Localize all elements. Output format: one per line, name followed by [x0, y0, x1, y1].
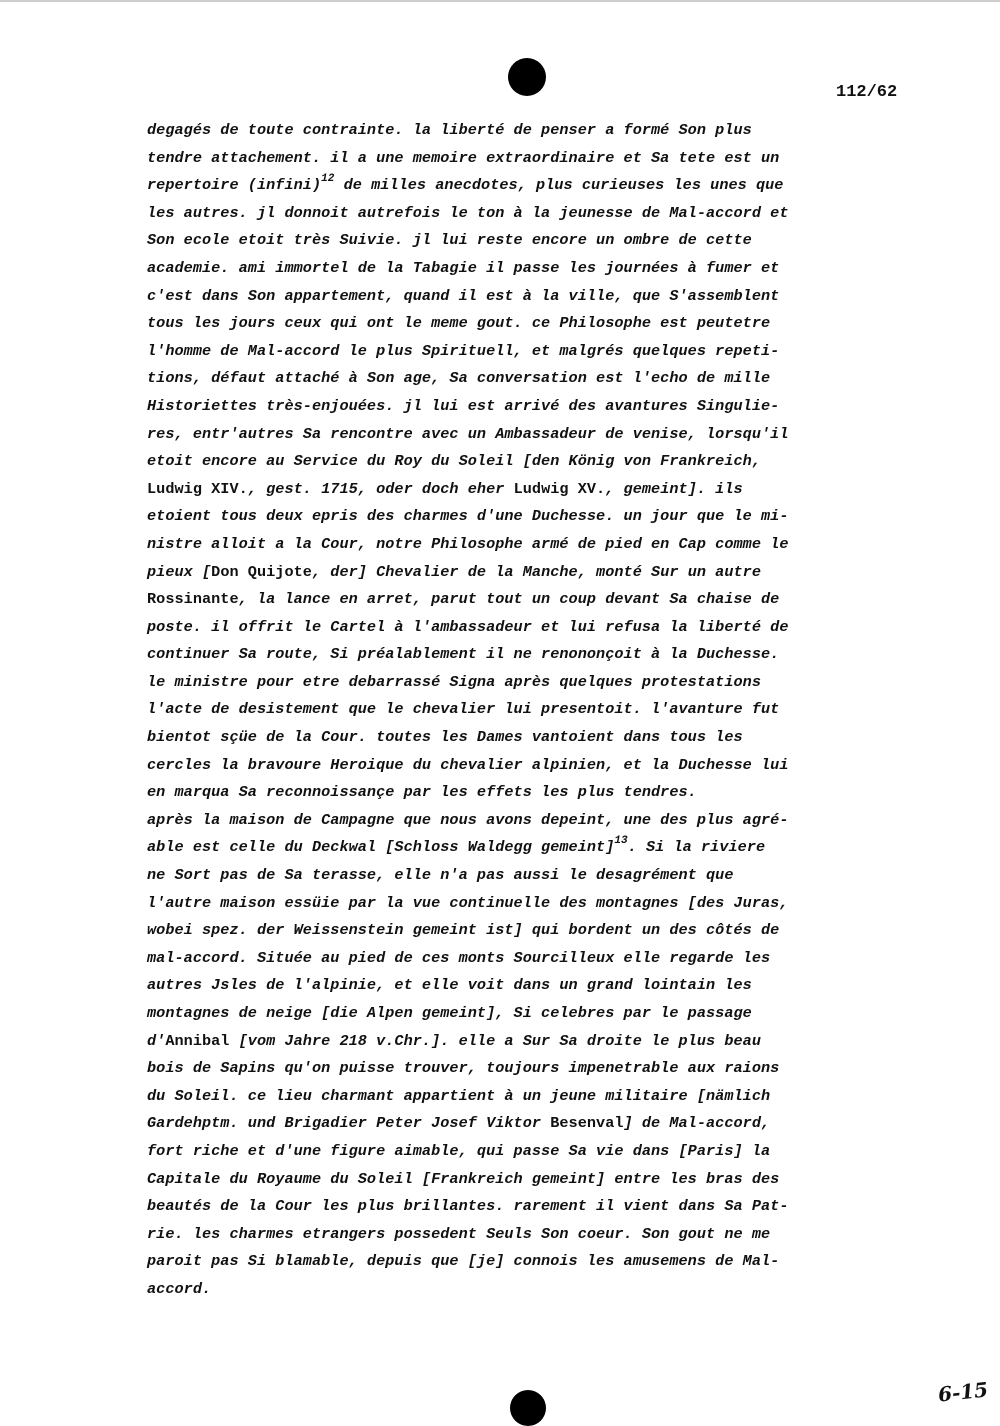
text-segment: Son ecole etoit très Suivie. jl lui reste encore un ombre de cette [147, 231, 752, 250]
text-segment: pieux [ [147, 562, 212, 581]
text-segment: wobei spez. der Weissenstein gemeint ist] qui bordent un des côtés de [147, 921, 780, 940]
text-line [147, 862, 917, 890]
text-line [147, 917, 917, 945]
text-line [147, 117, 917, 145]
text-segment: rie. les charmes etrangers possedent Seuls Son coeur. Son gout ne me [147, 1224, 771, 1243]
text-line [147, 559, 917, 587]
text-line [147, 255, 917, 283]
text-line [147, 724, 917, 752]
text-segment: [vom Jahre 218 v.Chr.]. elle a Sur Sa droite le plus beau [229, 1031, 761, 1050]
text-line [147, 503, 917, 531]
text-line [147, 1055, 917, 1083]
text-segment: l'homme de Mal-accord le plus Spirituell, et malgrés quelques repeti- [147, 341, 780, 360]
text-line [147, 972, 917, 1000]
text-segment: accord. [147, 1279, 212, 1298]
text-segment: , la lance en arret, parut tout un coup devant Sa chaise de [238, 590, 780, 609]
text-segment: l'acte de desistement que le chevalier lui presentoit. l'avanture fut [147, 700, 780, 719]
page-top-edge [0, 0, 1000, 2]
text-segment: , gemeint]. ils [605, 479, 743, 498]
text-line [147, 448, 917, 476]
text-segment: , gest. 1715, oder doch eher [247, 479, 514, 498]
text-line [147, 834, 917, 862]
text-segment: repertoire (infini) [147, 176, 322, 195]
text-line [147, 1193, 917, 1221]
text-line [147, 283, 917, 311]
text-segment: l'autre maison essüie par la vue continuelle des montagnes [des Juras, [147, 893, 789, 912]
text-segment: tions, défaut attaché à Son age, Sa conversation est l'echo de mille [147, 369, 771, 388]
text-line [147, 779, 917, 807]
text-segment: Historiettes très-enjouées. jl lui est arrivé des avantures Singulie- [147, 396, 780, 415]
text-line [147, 1028, 917, 1056]
text-line [147, 696, 917, 724]
text-segment: autres Jsles de l'alpinie, et elle voit dans un grand lointain les [147, 976, 752, 995]
bold-name: Besenval [550, 1114, 624, 1133]
text-segment: continuer Sa route, Si préalablement il ne renononçoit à la Duchesse. [147, 645, 780, 664]
text-line [147, 752, 917, 780]
text-segment: montagnes de neige [die Alpen gemeint], Si celebres par le passage [147, 1004, 752, 1022]
bold-name: Rossinante [147, 590, 239, 609]
text-segment: bois de Sapins qu'on puisse trouver, toujours impenetrable aux raions [147, 1059, 780, 1078]
text-line [147, 807, 917, 835]
text-line [147, 1000, 917, 1028]
text-line [147, 393, 917, 421]
text-line [147, 227, 917, 255]
text-line [147, 421, 917, 449]
text-line [147, 614, 917, 642]
text-segment: res, entr'autres Sa rencontre avec un Ambassadeur de venise, lorsqu'il [147, 424, 789, 443]
punch-hole-bottom [510, 1390, 546, 1426]
text-segment: ] de Mal-accord, [623, 1114, 771, 1133]
text-segment: tous les jours ceux qui ont le meme gout. ce Philosophe est peutetre [147, 314, 771, 333]
punch-hole-top [508, 58, 546, 96]
text-segment: beautés de la Cour les plus brillantes. rarement il vient dans Sa Pat- [147, 1197, 789, 1216]
text-segment: academie. ami immortel de la Tabagie il passe les journées à fumer et [147, 258, 780, 277]
text-line [147, 945, 917, 973]
text-line [147, 476, 917, 504]
text-line [147, 669, 917, 697]
bold-name: Don Quijote [211, 562, 312, 581]
text-line [147, 1083, 917, 1111]
text-line [147, 1248, 917, 1276]
text-segment: nistre alloit a la Cour, notre Philosophe armé de pied en Cap comme le [147, 534, 789, 553]
text-line [147, 1166, 917, 1194]
text-segment: poste. il offrit le Cartel à l'ambassadeur et lui refusa la liberté de [147, 617, 789, 636]
text-segment: degagés de toute contrainte. la liberté de penser a formé Son plus [147, 121, 752, 139]
text-line [147, 1138, 917, 1166]
text-segment: bientot sçüe de la Cour. toutes les Dames vantoient dans tous les [147, 728, 743, 747]
text-segment: Gardehptm. und Brigadier Peter Josef Viktor [147, 1114, 551, 1133]
text-line [147, 365, 917, 393]
text-line [147, 338, 917, 366]
text-line [147, 1276, 917, 1304]
text-segment: Capitale du Royaume du Soleil [Frankreich gemeint] entre les bras des [147, 1169, 780, 1188]
text-segment: etoit encore au Service du Roy du Soleil [den König von Frankreich, [147, 452, 761, 471]
text-segment: fort riche et d'une figure aimable, qui passe Sa vie dans [Paris] la [147, 1141, 771, 1160]
text-segment: les autres. jl donnoit autrefois le ton à la jeunesse de Mal-accord et [147, 203, 789, 222]
text-segment: tendre attachement. il a une memoire extraordinaire et Sa tete est un [147, 148, 780, 167]
text-line [147, 145, 917, 173]
text-segment: cercles la bravoure Heroique du chevalier alpinien, et la Duchesse lui [147, 755, 789, 774]
text-line [147, 310, 917, 338]
bold-name: Annibal [165, 1031, 230, 1050]
text-segment: mal-accord. Située au pied de ces monts Sourcilleux elle regarde les [147, 948, 771, 967]
text-segment: able est celle du Deckwal [Schloss Waldegg gemeint] [147, 838, 615, 857]
text-segment: du Soleil. ce lieu charmant appartient à un jeune militaire [nämlich [147, 1086, 771, 1105]
page-number: 112/62 [836, 83, 898, 102]
text-line [147, 890, 917, 918]
bold-name: Ludwig XV. [513, 479, 606, 498]
text-segment: d' [147, 1031, 166, 1050]
text-segment: après la maison de Campagne que nous avons depeint, une des plus agré- [147, 810, 789, 829]
text-segment: ne Sort pas de Sa terasse, elle n'a pas aussi le desagrément que [147, 866, 734, 885]
text-line [147, 1221, 917, 1249]
text-line [147, 172, 917, 200]
document-body [147, 117, 917, 1304]
text-line [147, 1110, 917, 1138]
text-line [147, 641, 917, 669]
text-segment: le ministre pour etre debarrassé Signa après quelques protestations [147, 672, 761, 691]
text-segment: de milles anecdotes, plus curieuses les unes que [334, 176, 784, 195]
text-segment: en marqua Sa reconnoissançe par les effets les plus tendres. [147, 783, 697, 802]
text-segment: etoient tous deux epris des charmes d'une Duchesse. un jour que le mi- [147, 507, 789, 526]
bold-name: Ludwig XIV. [147, 479, 248, 498]
text-segment: . Si la riviere [627, 838, 766, 857]
text-segment: paroit pas Si blamable, depuis que [je] connois les amusemens de Mal- [147, 1252, 780, 1271]
text-segment: c'est dans Son appartement, quand il est à la ville, que S'assemblent [147, 286, 780, 305]
text-segment: , der] Chevalier de la Manche, monté Sur un autre [311, 562, 762, 581]
handwritten-page-note: 6-15 [936, 1377, 990, 1407]
text-line [147, 531, 917, 559]
text-line [147, 200, 917, 228]
footnote-marker: 13 [614, 835, 628, 848]
footnote-marker: 12 [321, 173, 335, 186]
text-line [147, 586, 917, 614]
